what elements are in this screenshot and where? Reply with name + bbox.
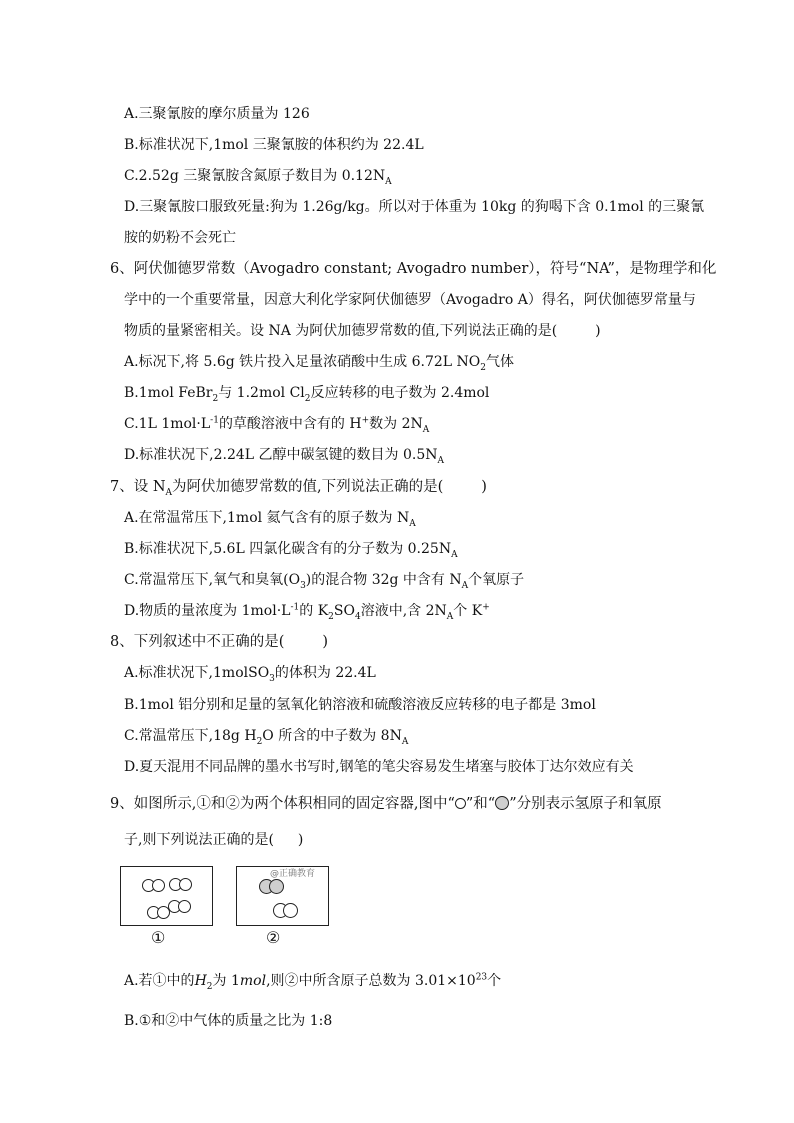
q6-stem-line2: 学中的一个重要常量，因意大利化学家阿伏伽德罗（Avogadro A）得名，阿伏伽德罗常量与: [124, 292, 696, 308]
q7-option-d: D.物质的量浓度为 $1mol\cdot L^{-1}$的 $K_2SO_4$溶液中,含 $2N_A$个 K+: [124, 602, 490, 622]
q8-option-d: D.夏天混用不同品牌的墨水书写时,钢笔的笔尖容易发生堵塞与胶体丁达尔效应有关: [124, 759, 634, 775]
q9-option-b: B.①和②中气体的质量之比为 1:8: [124, 1013, 333, 1029]
q5-option-d-line2: 胺的奶粉不会死亡: [124, 230, 236, 246]
q7-stem: 7、设 $N_A$为阿伏加德罗常数的值,下列说法正确的是( ): [110, 479, 487, 498]
hydrogen-atom-icon: [152, 879, 165, 892]
container-1-label: ①: [151, 928, 166, 947]
hydrogen-atom-icon: [455, 798, 466, 809]
q7-option-a: A.在常温常压下,1mol 氦气含有的原子数为 $N_A$: [124, 510, 416, 529]
q8-option-b: B.1mol 铝分别和足量的氢氧化钠溶液和硫酸溶液反应转移的电子都是 3mol: [124, 697, 596, 713]
watermark: @正确教育: [270, 869, 316, 879]
oxygen-atom-icon: [495, 796, 509, 810]
q9-option-a: A.若①中的$H_2$为 1mol,则②中所含原子总数为 $3.01\times 10^{23}$个: [124, 972, 502, 992]
container-1-box: [120, 866, 213, 926]
q7-option-b: B.标准状况下,5.6L 四氯化碳含有的分子数为 $0.25N_A$: [124, 541, 458, 560]
oxygen-atom-icon: [269, 879, 284, 894]
oxygen-atom-outline-icon: [283, 903, 298, 918]
q6-stem-line3: 物质的量紧密相关。设 NA 为阿伏加德罗常数的值,下列说法正确的是( ): [124, 323, 601, 339]
q5-option-a: A.三聚氰胺的摩尔质量为 126: [124, 106, 310, 122]
q6-stem-line1: 6、阿伏伽德罗常数（Avogadro constant; Avogadro number），符号“NA”，是物理学和化: [110, 261, 717, 277]
container-figure: [118, 860, 338, 952]
q6-option-c: C.1L $1mol\cdot L^{-1}$的草酸溶液中含有的 H+数为 $2N_A$: [124, 415, 430, 435]
hydrogen-atom-icon: [178, 900, 191, 913]
q8-option-c: C.常温常压下,18g $H_2O$ 所含的中子数为 $8N_A$: [124, 728, 409, 747]
q5-option-d-line1: D.三聚氰胺口服致死量:狗为 1.26g/kg。所以对于体重为 10kg 的狗喝下含 0.1mol 的三聚氰: [124, 199, 705, 215]
hydrogen-atom-icon: [179, 878, 192, 891]
q7-option-c: C.常温常压下,氧气和臭氧$(O_3)$的混合物 32g 中含有 $N_A$个氧原子: [124, 572, 525, 591]
q6-option-d: D.标准状况下,2.24L 乙醇中碳氢键的数目为 $0.5N_A$: [124, 447, 445, 466]
q8-option-a: A.标准状况下,1molSO$_3$的体积为 22.4L: [124, 665, 376, 684]
q9-stem-line1: 9、如图所示,①和②为两个体积相同的固定容器,图中“ ”和“ ”分别表示氢原子和氧原: [110, 796, 662, 812]
q5-option-b: B.标准状况下,1mol 三聚氰胺的体积约为 22.4L: [124, 137, 424, 153]
q8-stem: 8、下列叙述中不正确的是( ): [110, 634, 329, 650]
q6-option-a: A.标况下,将 5.6g 铁片投入足量浓硝酸中生成 6.72L $NO_2$气体: [124, 354, 514, 373]
container-2-label: ②: [266, 928, 281, 947]
q5-option-c: C.2.52g 三聚氰胺含氮原子数目为 $0.12N_A$: [124, 168, 392, 187]
q6-option-b: B.1mol FeBr$_2$与 1.2mol $Cl_2$反应转移的电子数为 2.4mol: [124, 385, 490, 404]
q9-stem-line2: 子,则下列说法正确的是( ): [124, 832, 304, 848]
